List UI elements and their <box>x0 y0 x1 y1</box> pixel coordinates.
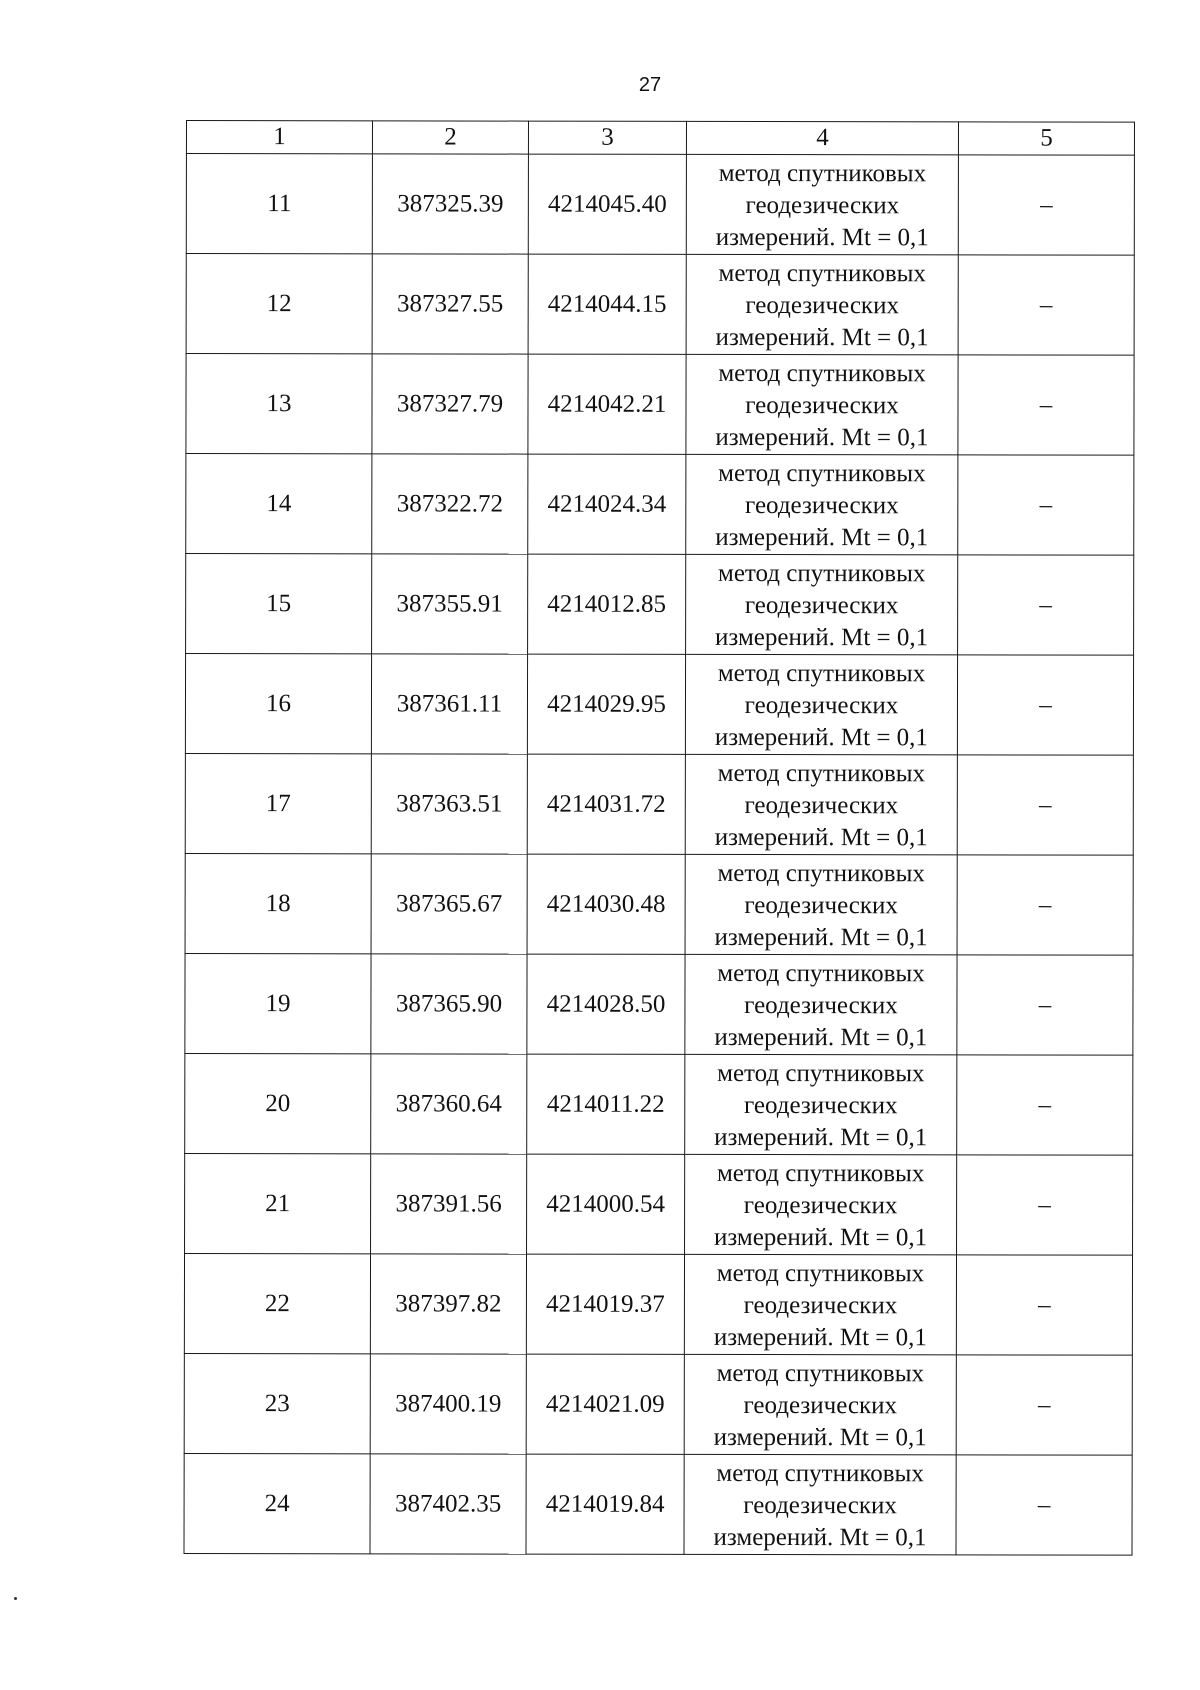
column-header-3: 3 <box>528 121 686 154</box>
method-line: метод спутниковых <box>718 259 926 287</box>
y-coordinate-cell: 4214011.22 <box>527 1054 685 1154</box>
note-cell: – <box>956 1255 1132 1355</box>
point-number-cell: 21 <box>185 1153 371 1253</box>
point-number-cell: 14 <box>186 454 372 554</box>
x-coordinate-cell: 387397.82 <box>370 1254 526 1354</box>
method-line: метод спутниковых <box>716 1259 925 1287</box>
method-line: метод спутниковых <box>717 759 926 787</box>
y-coordinate-cell: 4214031.72 <box>527 754 685 854</box>
point-number-cell: 19 <box>185 953 371 1053</box>
method-line: геодезических <box>743 1491 897 1519</box>
note-cell: – <box>957 855 1133 955</box>
y-coordinate-cell: 4214019.84 <box>526 1454 684 1554</box>
method-line: измерений. Mt = 0,1 <box>713 1223 928 1251</box>
x-coordinate-cell: 387363.51 <box>371 754 527 854</box>
method-line: геодезических <box>745 391 899 419</box>
method-line: измерений. Mt = 0,1 <box>713 1423 927 1451</box>
point-number-cell: 22 <box>184 1253 370 1353</box>
x-coordinate-cell: 387365.90 <box>371 954 527 1054</box>
note-cell: – <box>958 255 1134 355</box>
y-coordinate-cell: 4214028.50 <box>527 954 685 1054</box>
x-coordinate-cell: 387402.35 <box>370 1454 526 1554</box>
note-cell: – <box>958 155 1134 255</box>
column-header-5: 5 <box>958 122 1134 155</box>
method-cell <box>686 354 958 454</box>
method-line: метод спутниковых <box>718 459 926 487</box>
table-row <box>185 853 1133 955</box>
column-header-1: 1 <box>186 121 372 154</box>
scan-dot <box>14 1597 17 1600</box>
table-row <box>184 1453 1132 1555</box>
method-line: геодезических <box>745 191 900 219</box>
x-coordinate-cell: 387391.56 <box>371 1154 527 1254</box>
point-number-cell: 20 <box>185 1053 371 1153</box>
table-row <box>184 1353 1132 1455</box>
method-line: измерений. Mt = 0,1 <box>714 823 928 851</box>
method-cell <box>685 1154 957 1254</box>
table-row <box>186 254 1134 356</box>
point-number-cell: 18 <box>185 853 371 953</box>
y-coordinate-cell: 4214012.85 <box>528 554 686 654</box>
point-number-cell: 11 <box>186 154 372 254</box>
point-number-cell: 16 <box>185 654 371 754</box>
method-cell <box>686 254 958 354</box>
column-header-4: 4 <box>686 121 958 154</box>
method-cell <box>685 754 957 854</box>
method-cell <box>684 1454 956 1554</box>
method-cell <box>686 554 958 654</box>
table-row <box>186 154 1134 256</box>
method-line: метод спутниковых <box>717 859 925 887</box>
method-line: измерений. Mt = 0,1 <box>715 623 929 651</box>
method-line: метод спутниковых <box>716 1359 925 1387</box>
note-cell: – <box>958 455 1134 555</box>
method-line: измерений. Mt = 0,1 <box>715 523 929 551</box>
x-coordinate-cell: 387360.64 <box>371 1054 527 1154</box>
y-coordinate-cell: 4214042.21 <box>528 354 686 454</box>
table-row <box>185 753 1133 855</box>
method-line: геодезических <box>744 591 899 619</box>
method-line: метод спутниковых <box>717 1059 925 1087</box>
method-cell <box>686 154 958 254</box>
method-line: измерений. Mt = 0,1 <box>715 423 929 451</box>
x-coordinate-cell: 387365.67 <box>371 854 527 954</box>
method-line: геодезических <box>743 1191 898 1219</box>
method-line: измерений. Mt = 0,1 <box>714 1023 928 1051</box>
method-line: измерений. Mt = 0,1 <box>715 323 929 351</box>
method-line: геодезических <box>743 1291 898 1319</box>
method-cell <box>685 654 957 754</box>
note-cell: – <box>958 355 1134 455</box>
note-cell: – <box>958 555 1134 655</box>
table-row <box>184 1253 1132 1355</box>
y-coordinate-cell: 4214029.95 <box>527 654 685 754</box>
note-cell: – <box>956 1455 1132 1555</box>
coordinates-table <box>183 120 1135 1556</box>
method-cell <box>685 1054 957 1154</box>
note-cell: – <box>957 755 1133 855</box>
point-number-cell: 15 <box>186 554 372 654</box>
table-row <box>185 654 1133 756</box>
method-line: метод спутниковых <box>717 659 926 687</box>
method-cell <box>686 454 958 554</box>
method-line: метод спутниковых <box>718 359 926 387</box>
table-row <box>186 554 1134 656</box>
y-coordinate-cell: 4214024.34 <box>528 454 686 554</box>
point-number-cell: 13 <box>186 354 372 454</box>
method-line: геодезических <box>744 691 899 719</box>
note-cell: – <box>957 1055 1133 1155</box>
table-header-row <box>186 121 1134 156</box>
point-number-cell: 12 <box>186 254 372 354</box>
method-line: геодезических <box>744 891 898 919</box>
method-line: измерений. Mt = 0,1 <box>713 1523 927 1551</box>
page-number: 27 <box>638 74 662 96</box>
x-coordinate-cell: 387325.39 <box>372 154 528 254</box>
method-line: метод спутниковых <box>717 559 926 587</box>
method-line: метод спутниковых <box>716 1459 924 1487</box>
method-cell <box>685 954 957 1054</box>
point-number-cell: 23 <box>184 1353 370 1453</box>
method-line: измерений. Mt = 0,1 <box>714 1123 928 1151</box>
note-cell: – <box>957 1155 1133 1255</box>
table-row <box>185 1053 1133 1155</box>
y-coordinate-cell: 4214045.40 <box>528 154 686 254</box>
method-line: измерений. Mt = 0,1 <box>713 1323 927 1351</box>
method-line: геодезических <box>745 291 899 319</box>
method-line: измерений. Mt = 0,1 <box>714 723 928 751</box>
method-line: геодезических <box>744 991 898 1019</box>
point-number-cell: 17 <box>185 753 371 853</box>
note-cell: – <box>956 1355 1132 1455</box>
point-number-cell: 24 <box>184 1453 370 1553</box>
table-row <box>185 953 1133 1055</box>
note-cell: – <box>957 955 1133 1055</box>
table-row <box>186 454 1134 556</box>
method-line: геодезических <box>743 1391 898 1419</box>
method-line: геодезических <box>745 491 899 519</box>
table-row <box>185 1153 1133 1255</box>
y-coordinate-cell: 4214021.09 <box>526 1354 684 1454</box>
column-header-2: 2 <box>372 121 528 154</box>
method-line: измерений. Mt = 0,1 <box>715 223 929 251</box>
method-line: геодезических <box>744 791 899 819</box>
x-coordinate-cell: 387355.91 <box>372 554 528 654</box>
y-coordinate-cell: 4214030.48 <box>527 854 685 954</box>
x-coordinate-cell: 387327.55 <box>372 254 528 354</box>
y-coordinate-cell: 4214000.54 <box>527 1154 685 1254</box>
y-coordinate-cell: 4214019.37 <box>526 1254 684 1354</box>
note-cell: – <box>957 655 1133 755</box>
x-coordinate-cell: 387361.11 <box>371 654 527 754</box>
method-line: метод спутниковых <box>718 159 927 187</box>
x-coordinate-cell: 387400.19 <box>370 1354 526 1454</box>
method-line: метод спутниковых <box>716 1159 925 1187</box>
x-coordinate-cell: 387322.72 <box>372 454 528 554</box>
table-row <box>186 354 1134 456</box>
method-line: геодезических <box>743 1091 898 1119</box>
method-line: метод спутниковых <box>717 959 925 987</box>
method-cell <box>684 1254 956 1354</box>
x-coordinate-cell: 387327.79 <box>372 354 528 454</box>
method-cell <box>684 1354 956 1454</box>
method-cell <box>685 854 957 954</box>
method-line: измерений. Mt = 0,1 <box>714 923 928 951</box>
table-body <box>184 154 1134 1556</box>
y-coordinate-cell: 4214044.15 <box>528 254 686 354</box>
